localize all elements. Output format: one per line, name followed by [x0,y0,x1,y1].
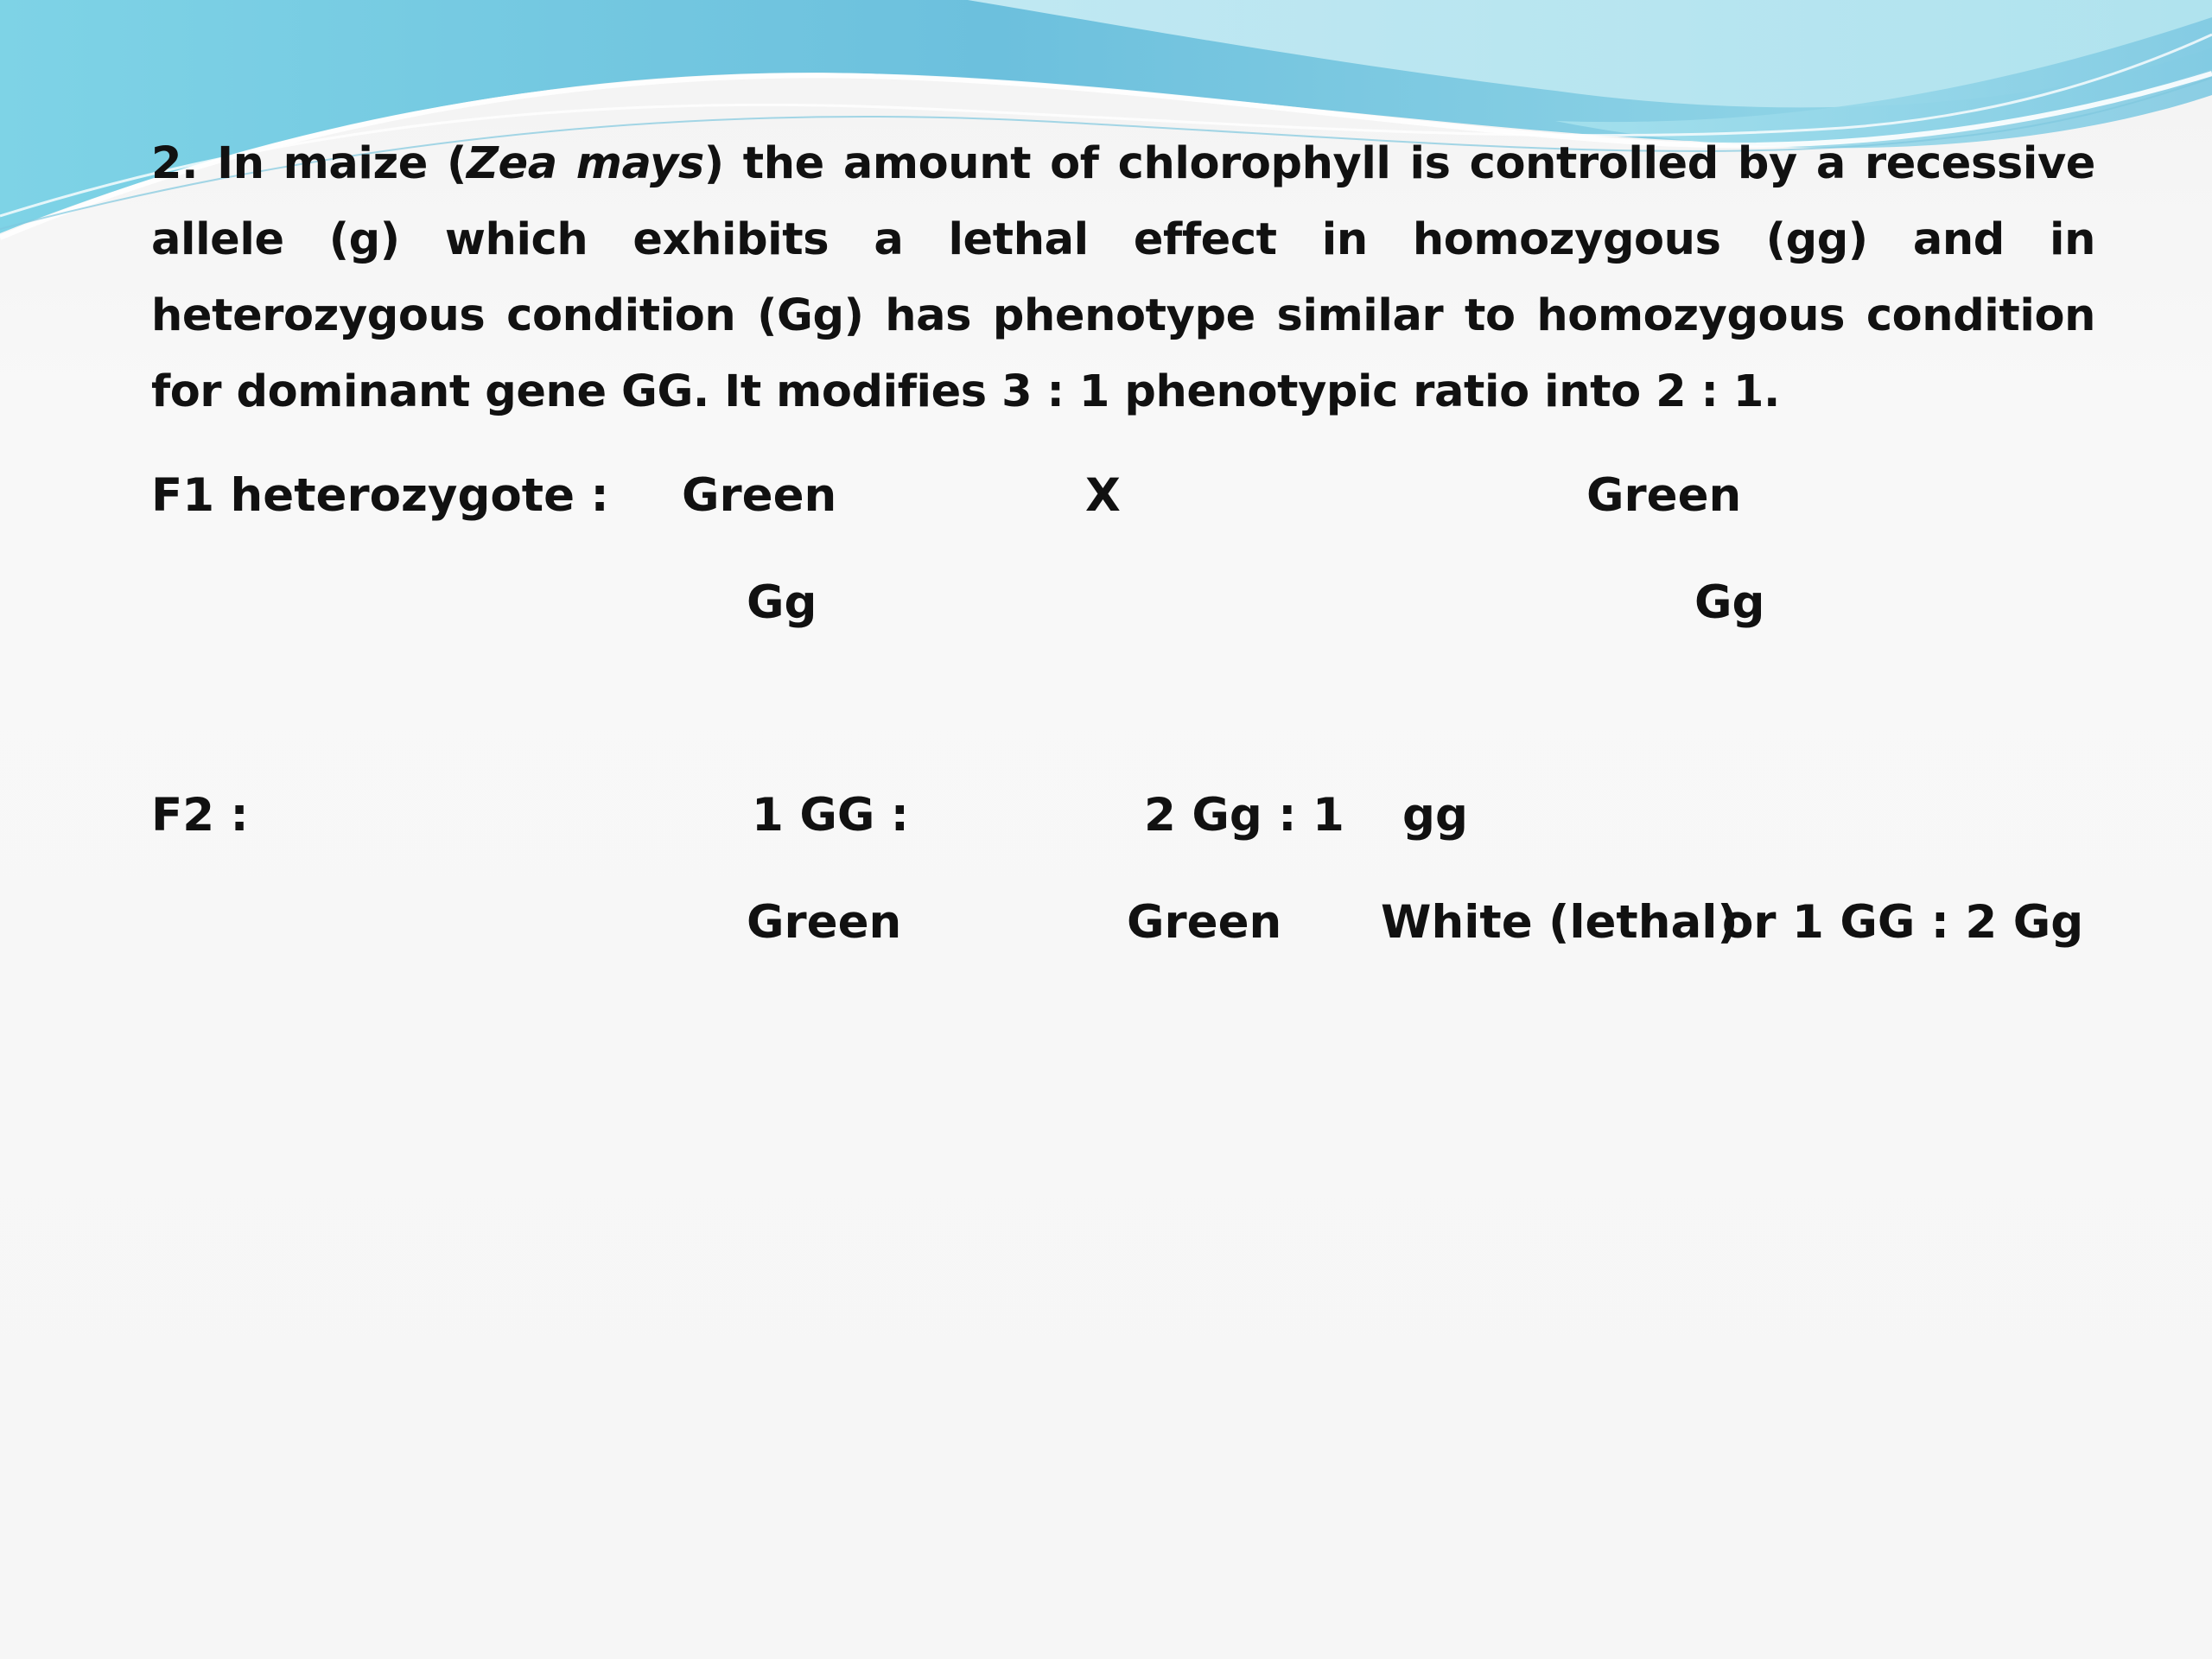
f1-parent1-phenotype: Green [682,469,837,522]
f1-parent1-genotype: Gg [747,576,817,629]
f2-genotype-gg-hetero: 2 Gg : [1144,789,1297,842]
f2-genotype-recessive-count: 1 [1313,789,1344,842]
f2-phenotype-1: Green [747,896,902,949]
f2-phenotype-2: Green [1127,896,1282,949]
f2-label: F2 : [151,789,249,842]
f1-parent2-genotype: Gg [1694,576,1765,629]
f2-genotype-gg-dominant: 1 GG : [752,789,909,842]
f2-phenotype-3: White (lethal) [1381,896,1738,949]
f2-genotype-recessive: gg [1402,789,1468,842]
f1-label: F1 heterozygote : [151,469,609,522]
f1-parent2-phenotype: Green [1586,469,1742,522]
problem-statement [151,126,2095,430]
problem-text-lead: 2. In maize ( [151,138,467,189]
problem-text-body: ) the amount of chlorophyll is controlled by a recessive allele (g) which exhibits a lethal effect in homozygous (gg) and in heterozygous condition (Gg) has phenotype similar to homozygous condition for dominant gene GG. It modifies 3 : 1 phenotypic ratio into 2 : 1. [151,138,2095,417]
species-name: Zea mays [466,138,704,189]
cross-symbol: X [1085,469,1121,522]
f2-modified-ratio: or 1 GG : 2 Gg [1722,896,2084,949]
